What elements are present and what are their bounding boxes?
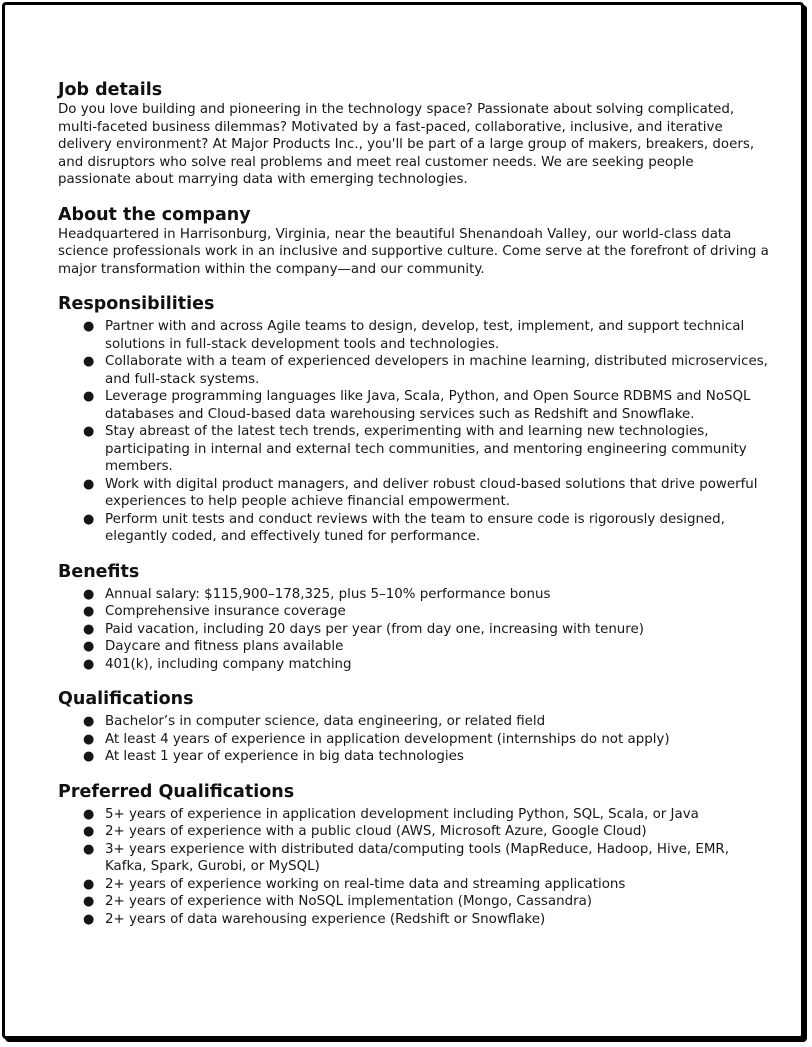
bullet-icon: ● — [83, 424, 95, 439]
list-item-text: Work with digital product managers, and deliver robust cloud-based solutions that drive powerful experiences to help people achieve financial empowerment. — [105, 476, 758, 509]
list-item — [58, 318, 770, 353]
list-item — [58, 423, 770, 476]
list-item-text: Annual salary: $115,900–178,325, plus 5–10% performance bonus — [105, 586, 551, 602]
list-item — [58, 656, 770, 674]
list-item-text: Perform unit tests and conduct reviews with the team to ensure code is rigorously designed, elegantly coded, and effectively tuned for performance. — [105, 511, 725, 544]
list-item-text: 2+ years of experience with a public cloud (AWS, Microsoft Azure, Google Cloud) — [105, 824, 647, 839]
list-item — [58, 638, 770, 656]
list-item-text: Daycare and fitness plans available — [105, 639, 344, 654]
bullet-icon: ● — [83, 389, 95, 404]
benefits-heading: Benefits — [58, 561, 140, 582]
job-details-section — [58, 79, 770, 189]
list-item — [58, 476, 770, 511]
benefits-list — [58, 586, 770, 674]
list-item-text: 2+ years of experience with NoSQL implementation (Mongo, Cassandra) — [105, 894, 593, 909]
responsibilities-list — [58, 318, 770, 546]
list-item — [58, 586, 770, 604]
bullet-icon: ● — [83, 894, 95, 909]
list-item — [58, 748, 770, 766]
list-item — [58, 713, 770, 731]
bullet-icon: ● — [83, 604, 95, 619]
benefits-section — [58, 561, 770, 674]
job-details-body: Do you love building and pioneering in the technology space? Passionate about solving complicated, multi-faceted business dilemmas? Motivated by a fast-paced, collaborative, inclusive, and iterative delivery environment? At Major Products Inc., you'll be part of a large group of makers, breakers, doers, and disruptors who solve real problems and meet real customer needs. We are seeking people passionate about marrying data with emerging technologies. — [58, 102, 755, 187]
list-item — [58, 388, 770, 423]
list-item-text: At least 1 year of experience in big data technologies — [105, 749, 464, 764]
bullet-icon: ● — [83, 511, 95, 527]
list-item-text: Partner with and across Agile teams to design, develop, test, implement, and support technical solutions in full-stack development tools and technologies. — [105, 319, 745, 352]
bullet-icon: ● — [83, 621, 95, 637]
list-item — [58, 876, 770, 894]
bullet-icon: ● — [83, 749, 95, 764]
about-company-section — [58, 204, 770, 279]
bullet-icon: ● — [83, 911, 95, 927]
list-item — [58, 511, 770, 546]
list-item-text: At least 4 years of experience in application development (internships do not apply) — [105, 731, 670, 747]
list-item-text: Leverage programming languages like Java, Scala, Python, and Open Source RDBMS and NoSQL databases and Cloud-based data warehousing services such as Redshift and Snowflake. — [105, 389, 751, 422]
list-item — [58, 806, 770, 824]
bullet-icon: ● — [83, 586, 95, 602]
bullet-icon: ● — [83, 656, 95, 672]
bullet-icon: ● — [83, 476, 95, 492]
bullet-icon: ● — [83, 824, 95, 839]
list-item — [58, 841, 770, 876]
bullet-icon: ● — [83, 841, 95, 857]
list-item-text: 5+ years of experience in application development including Python, SQL, Scala, or Java — [105, 806, 699, 822]
bullet-icon: ● — [83, 354, 95, 369]
bullet-icon: ● — [83, 876, 95, 892]
list-item-text: 401(k), including company matching — [105, 656, 352, 672]
qualifications-section — [58, 688, 770, 766]
list-item-text: Bachelor’s in computer science, data engineering, or related field — [105, 714, 546, 729]
list-item — [58, 823, 770, 841]
qualifications-heading: Qualifications — [58, 689, 194, 709]
preferred-qualifications-section — [58, 781, 770, 929]
preferred-qualifications-heading: Preferred Qualifications — [58, 781, 295, 802]
document-frame — [2, 2, 804, 1039]
list-item — [58, 603, 770, 621]
list-item-text: Collaborate with a team of experienced developers in machine learning, distributed microservices, and full-stack systems. — [105, 354, 768, 387]
job-details-heading: Job details — [58, 80, 163, 100]
list-item — [58, 731, 770, 749]
bullet-icon: ● — [83, 731, 95, 747]
qualifications-list — [58, 713, 770, 766]
responsibilities-heading: Responsibilities — [58, 294, 215, 314]
list-item — [58, 893, 770, 911]
list-item-text: Comprehensive insurance coverage — [105, 604, 346, 619]
preferred-qualifications-list — [58, 806, 770, 929]
document-content — [58, 79, 770, 943]
bullet-icon: ● — [83, 806, 95, 822]
list-item-text: 2+ years of experience working on real-time data and streaming applications — [105, 876, 626, 892]
about-company-heading: About the company — [58, 204, 251, 225]
list-item — [58, 353, 770, 388]
list-item — [58, 621, 770, 639]
bullet-icon: ● — [83, 639, 95, 654]
bullet-icon: ● — [83, 319, 95, 334]
list-item — [58, 911, 770, 929]
about-company-body: Headquartered in Harrisonburg, Virginia, near the beautiful Shenandoah Valley, our world-class data science professionals work in an inclusive and supportive culture. Come serve at the forefront of driving a major transformation within the company—and our community. — [58, 226, 769, 277]
bullet-icon: ● — [83, 714, 95, 729]
list-item-text: Stay abreast of the latest tech trends, experimenting with and learning new technologies, participating in internal and external tech communities, and mentoring engineering community members. — [105, 424, 747, 474]
list-item-text: 3+ years experience with distributed data/computing tools (MapReduce, Hadoop, Hive, EMR, Kafka, Spark, Gurobi, or MySQL) — [105, 841, 729, 874]
list-item-text: Paid vacation, including 20 days per year (from day one, increasing with tenure) — [105, 621, 644, 637]
responsibilities-section — [58, 293, 770, 546]
list-item-text: 2+ years of data warehousing experience (Redshift or Snowflake) — [105, 911, 546, 927]
